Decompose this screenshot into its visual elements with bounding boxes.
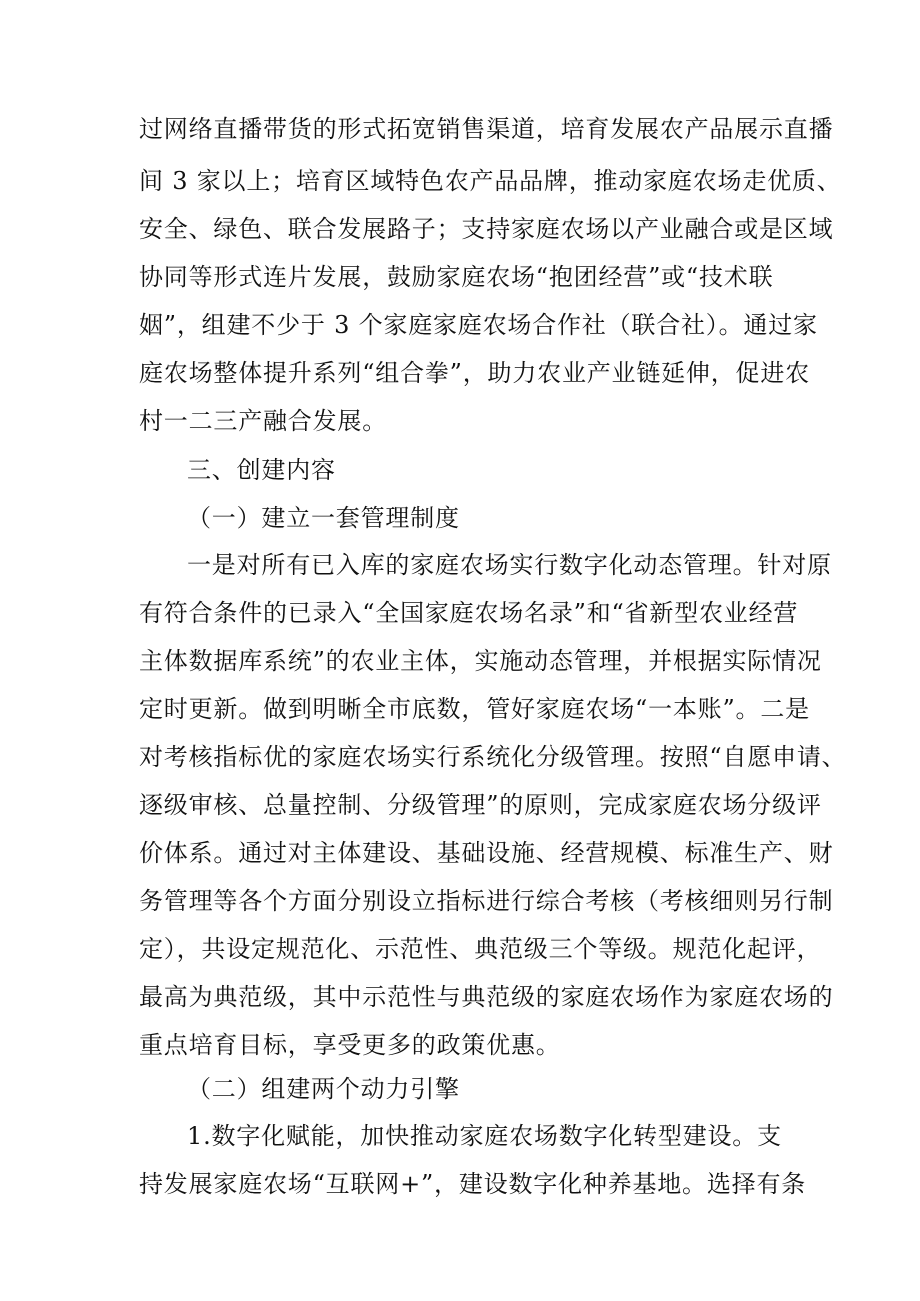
subsection-heading: （二）组建两个动力引擎 xyxy=(187,1075,460,1103)
paragraph-line: 间 3 家以上；培育区域特色农产品品牌，推动家庭农场走优质、 xyxy=(139,167,842,195)
paragraph-line: 价体系。通过对主体建设、基础设施、经营规模、标准生产、财 xyxy=(139,839,834,867)
paragraph-line: 对考核指标优的家庭农场实行系统化分级管理。按照“自愿申请、 xyxy=(139,743,847,771)
paragraph-line: 定时更新。做到明晰全市底数，管好家庭农场“一本账”。二是 xyxy=(139,695,810,723)
paragraph-line: 持发展家庭农场“互联网+”，建设数字化种养基地。选择有条 xyxy=(139,1170,807,1198)
paragraph-line: 定），共设定规范化、示范性、典范级三个等级。规范化起评， xyxy=(139,935,822,963)
paragraph-line: 主体数据库系统”的农业主体，实施动态管理，并根据实际情况 xyxy=(139,647,822,675)
paragraph-line: 协同等形式连片发展，鼓励家庭农场“抱团经营”或“技术联 xyxy=(139,263,774,291)
paragraph-line: 村一二三产融合发展。 xyxy=(139,407,387,435)
paragraph-line: 有符合条件的已录入“全国家庭农场名录”和“省新型农业经营 xyxy=(139,599,799,627)
paragraph-line: 一是对所有已入库的家庭农场实行数字化动态管理。针对原 xyxy=(187,551,832,579)
paragraph-line: 逐级审核、总量控制、分级管理”的原则，完成家庭农场分级评 xyxy=(139,791,822,819)
paragraph-line: 安全、绿色、联合发展路子；支持家庭农场以产业融合或是区域 xyxy=(139,215,834,243)
subsection-heading: （一）建立一套管理制度 xyxy=(187,504,460,532)
section-heading: 三、创建内容 xyxy=(187,456,336,484)
paragraph-line: 务管理等各个方面分别设立指标进行综合考核（考核细则另行制 xyxy=(139,887,834,915)
paragraph-line: 最高为典范级，其中示范性与典范级的家庭农场作为家庭农场的 xyxy=(139,983,834,1011)
paragraph-line: 1.数字化赋能，加快推动家庭农场数字化转型建设。支 xyxy=(187,1122,782,1150)
paragraph-line: 过网络直播带货的形式拓宽销售渠道，培育发展农产品展示直播 xyxy=(139,115,834,143)
paragraph-line: 庭农场整体提升系列“组合拳”，助力农业产业链延伸，促进农 xyxy=(139,359,810,387)
paragraph-line: 姻”，组建不少于 3 个家庭家庭农场合作社（联合社）。通过家 xyxy=(139,311,818,339)
paragraph-line: 重点培育目标，享受更多的政策优惠。 xyxy=(139,1031,561,1059)
